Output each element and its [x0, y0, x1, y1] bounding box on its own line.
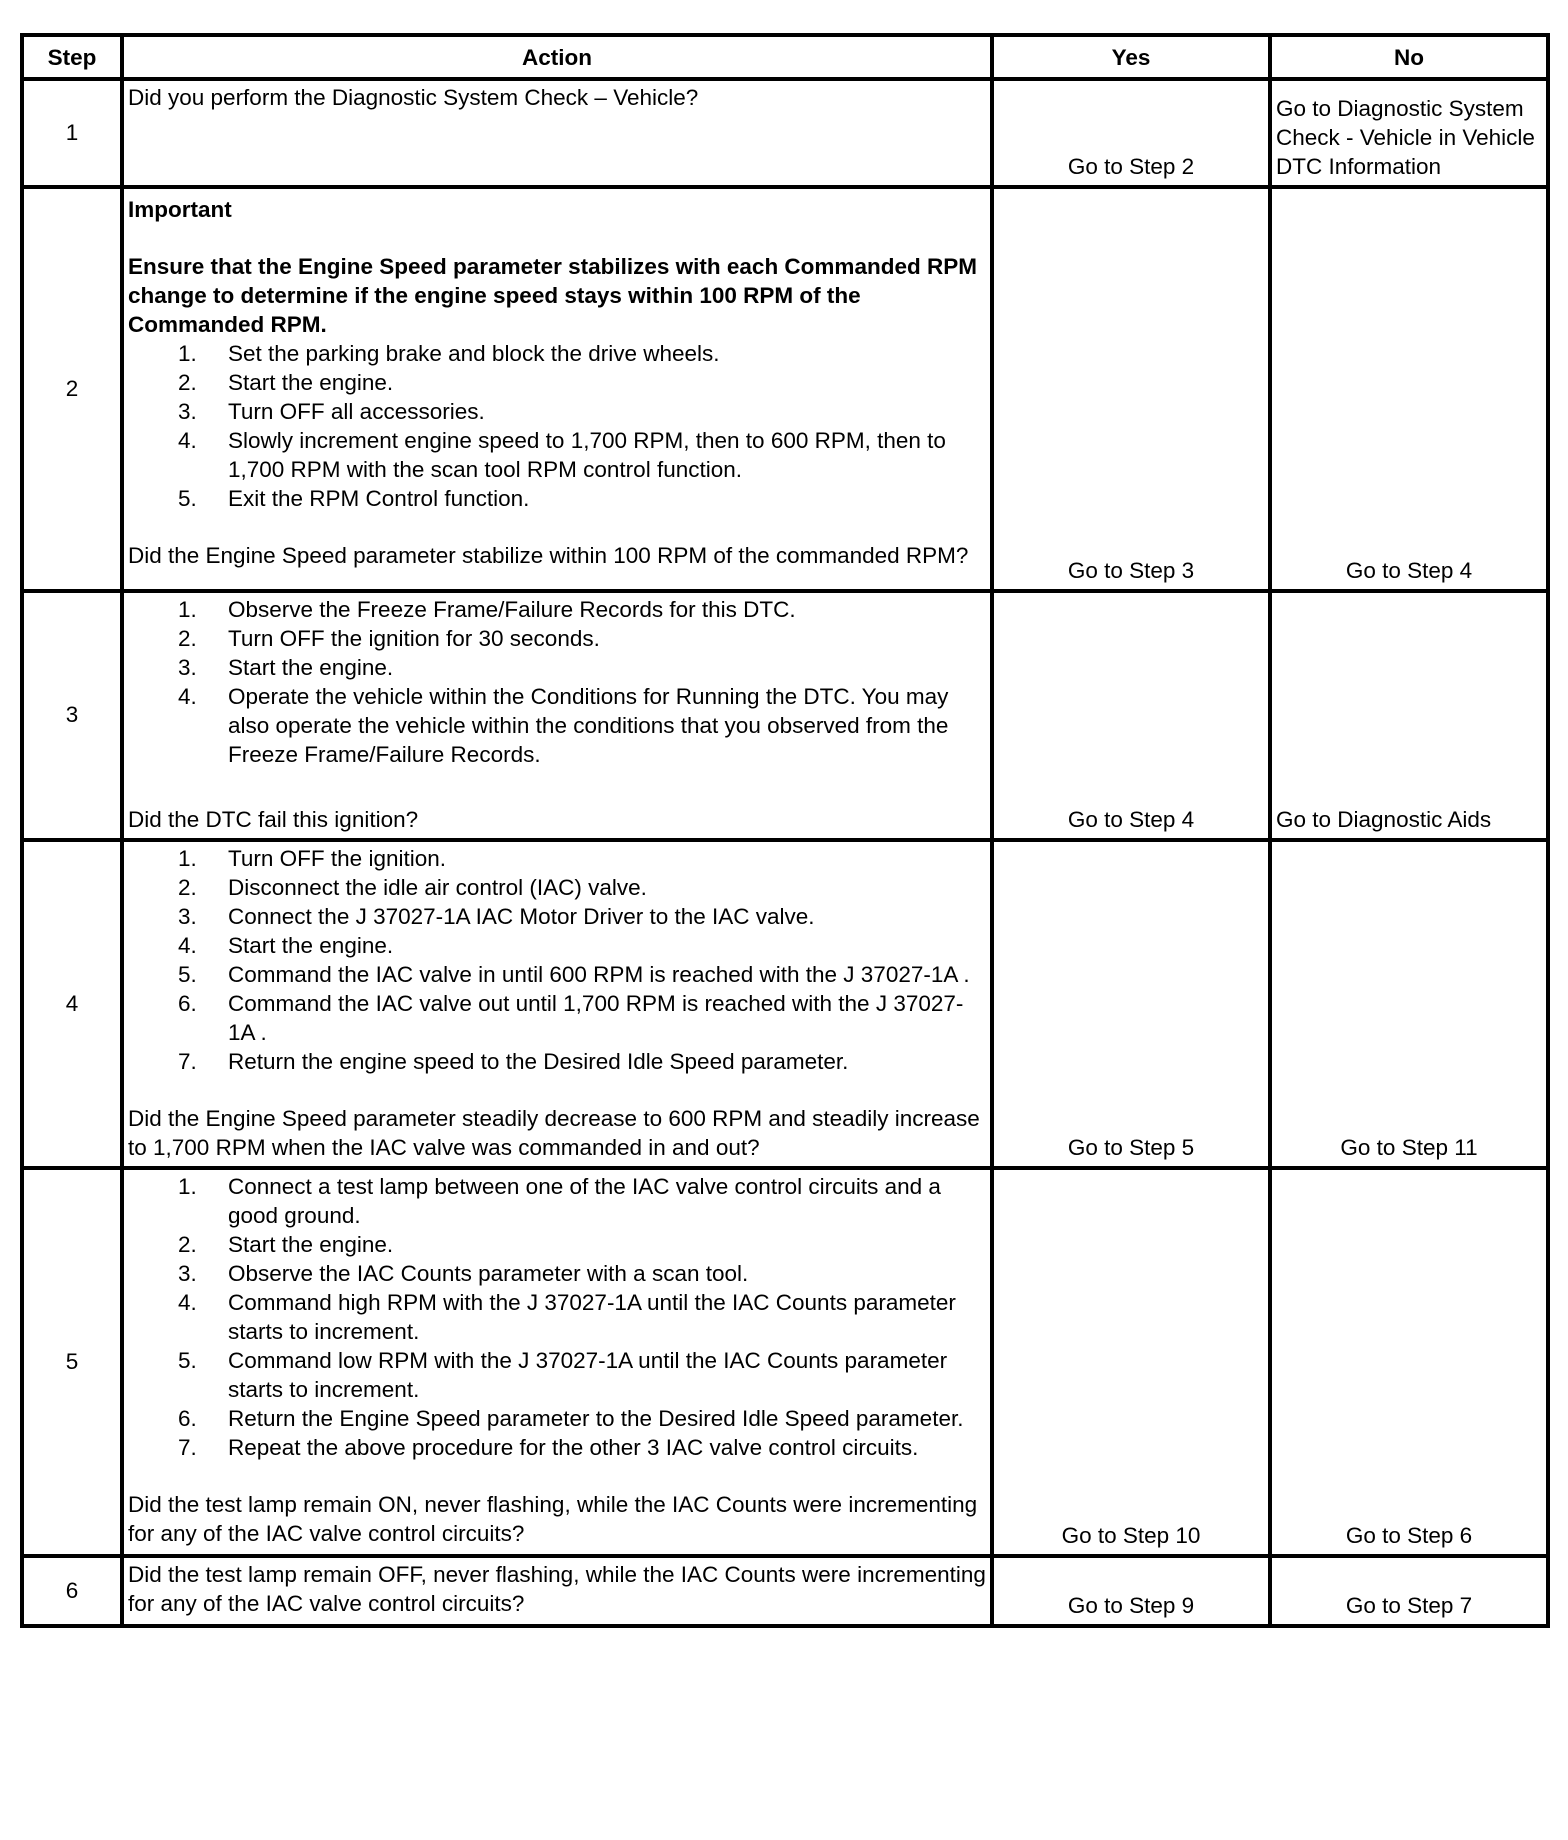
important-text: Ensure that the Engine Speed parameter stabilizes with each Commanded RPM change to determine if the engine speed stays within 100 RPM of the Commanded RPM.: [128, 254, 977, 337]
no-cell: Go to Diagnostic System Check - Vehicle in Vehicle DTC Information: [1270, 79, 1548, 187]
no-cell: Go to Diagnostic Aids: [1270, 591, 1548, 840]
list-item: [128, 484, 986, 513]
list-item-text: Connect the J 37027-1A IAC Motor Driver to the IAC valve.: [228, 904, 815, 929]
list-item: [128, 960, 986, 989]
list-item: [128, 1404, 986, 1433]
step-number: 1: [22, 79, 122, 187]
list-item-number: 1.: [178, 846, 197, 871]
list-item-number: 7.: [178, 1435, 197, 1460]
list-item-text: Command the IAC valve out until 1,700 RPM is reached with the J 37027-1A .: [228, 991, 964, 1045]
list-item: [128, 1047, 986, 1076]
table-row-step-2: [22, 187, 1548, 591]
list-item-number: 6.: [178, 991, 197, 1016]
list-item: [128, 1259, 986, 1288]
header-action: Action: [122, 35, 992, 79]
yes-cell: Go to Step 4: [992, 591, 1270, 840]
procedure-list: [128, 844, 986, 1076]
list-item-number: 4.: [178, 1290, 197, 1315]
procedure-list: [128, 1172, 986, 1462]
list-item: [128, 682, 986, 769]
list-item-number: 3.: [178, 655, 197, 680]
question-text: Did the test lamp remain OFF, never flashing, while the IAC Counts were incrementing for any of the IAC valve control circuits?: [128, 1562, 986, 1616]
no-cell: Go to Step 11: [1270, 840, 1548, 1168]
list-item-number: 4.: [178, 684, 197, 709]
list-item-number: 1.: [178, 597, 197, 622]
no-cell: Go to Step 4: [1270, 187, 1548, 591]
list-item: [128, 931, 986, 960]
list-item-text: Operate the vehicle within the Conditions for Running the DTC. You may also operate the vehicle within the conditions that you observed from the Freeze Frame/Failure Records.: [228, 684, 949, 767]
list-item-text: Command the IAC valve in until 600 RPM is reached with the J 37027-1A .: [228, 962, 970, 987]
diagnostic-table: [20, 33, 1550, 1628]
yes-cell: Go to Step 3: [992, 187, 1270, 591]
list-item-text: Return the Engine Speed parameter to the Desired Idle Speed parameter.: [228, 1406, 964, 1431]
question-text: Did the Engine Speed parameter stabilize within 100 RPM of the commanded RPM?: [128, 543, 969, 568]
action-cell: [122, 1556, 992, 1626]
header-row: [22, 35, 1548, 79]
yes-cell: Go to Step 5: [992, 840, 1270, 1168]
list-item: [128, 426, 986, 484]
step-number: 3: [22, 591, 122, 840]
list-item-text: Start the engine.: [228, 370, 394, 395]
list-item-text: Command high RPM with the J 37027-1A until the IAC Counts parameter starts to increment.: [228, 1290, 956, 1344]
list-item: [128, 397, 986, 426]
yes-cell: Go to Step 10: [992, 1168, 1270, 1556]
action-cell: [122, 187, 992, 591]
list-item-number: 5.: [178, 962, 197, 987]
question-text: Did you perform the Diagnostic System Check – Vehicle?: [128, 85, 699, 110]
list-item: [128, 844, 986, 873]
list-item-number: 2.: [178, 626, 197, 651]
list-item-text: Command low RPM with the J 37027-1A until the IAC Counts parameter starts to increment.: [228, 1348, 948, 1402]
header-yes: Yes: [992, 35, 1270, 79]
list-item-number: 2.: [178, 370, 197, 395]
step-number: 4: [22, 840, 122, 1168]
list-item-text: Observe the Freeze Frame/Failure Records for this DTC.: [228, 597, 796, 622]
yes-cell: Go to Step 2: [992, 79, 1270, 187]
list-item: [128, 1230, 986, 1259]
action-cell: [122, 591, 992, 840]
list-item-text: Start the engine.: [228, 1232, 394, 1257]
list-item: [128, 595, 986, 624]
header-step: Step: [22, 35, 122, 79]
list-item: [128, 624, 986, 653]
no-cell: Go to Step 7: [1270, 1556, 1548, 1626]
list-item-number: 5.: [178, 486, 197, 511]
list-item-number: 2.: [178, 875, 197, 900]
list-item-number: 3.: [178, 1261, 197, 1286]
action-cell: [122, 1168, 992, 1556]
question-text: Did the DTC fail this ignition?: [128, 807, 419, 832]
list-item: [128, 1172, 986, 1230]
list-item-number: 1.: [178, 1174, 197, 1199]
header-no: No: [1270, 35, 1548, 79]
list-item-text: Disconnect the idle air control (IAC) valve.: [228, 875, 647, 900]
list-item-text: Start the engine.: [228, 933, 394, 958]
list-item-number: 4.: [178, 428, 197, 453]
question-text: Did the Engine Speed parameter steadily decrease to 600 RPM and steadily increase to 1,700 RPM when the IAC valve was commanded in and out?: [128, 1106, 980, 1160]
list-item: [128, 902, 986, 931]
list-item-text: Return the engine speed to the Desired Idle Speed parameter.: [228, 1049, 849, 1074]
list-item-number: 4.: [178, 933, 197, 958]
list-item-text: Set the parking brake and block the drive wheels.: [228, 341, 720, 366]
list-item-number: 7.: [178, 1049, 197, 1074]
no-cell: Go to Step 6: [1270, 1168, 1548, 1556]
list-item-text: Observe the IAC Counts parameter with a scan tool.: [228, 1261, 749, 1286]
procedure-list: [128, 339, 986, 513]
list-item-text: Slowly increment engine speed to 1,700 RPM, then to 600 RPM, then to 1,700 RPM with the scan tool RPM control function.: [228, 428, 946, 482]
list-item-text: Repeat the above procedure for the other 3 IAC valve control circuits.: [228, 1435, 919, 1460]
step-number: 6: [22, 1556, 122, 1626]
list-item: [128, 873, 986, 902]
table-row-step-1: [22, 79, 1548, 187]
list-item-text: Exit the RPM Control function.: [228, 486, 530, 511]
table-row-step-6: [22, 1556, 1548, 1626]
list-item-number: 1.: [178, 341, 197, 366]
list-item-text: Turn OFF the ignition.: [228, 846, 447, 871]
list-item: [128, 989, 986, 1047]
list-item-text: Connect a test lamp between one of the IAC valve control circuits and a good ground.: [228, 1174, 941, 1228]
list-item-text: Start the engine.: [228, 655, 394, 680]
procedure-list: [128, 595, 986, 769]
list-item-text: Turn OFF the ignition for 30 seconds.: [228, 626, 600, 651]
question-text: Did the test lamp remain ON, never flashing, while the IAC Counts were incrementing for any of the IAC valve control circuits?: [128, 1492, 978, 1546]
list-item: [128, 368, 986, 397]
action-cell: [122, 79, 992, 187]
list-item-number: 5.: [178, 1348, 197, 1373]
table-row-step-3: [22, 591, 1548, 840]
list-item-number: 3.: [178, 399, 197, 424]
list-item: [128, 339, 986, 368]
important-title: Important: [128, 197, 232, 222]
list-item-number: 3.: [178, 904, 197, 929]
step-number: 5: [22, 1168, 122, 1556]
action-cell: [122, 840, 992, 1168]
table-row-step-5: [22, 1168, 1548, 1556]
list-item-number: 6.: [178, 1406, 197, 1431]
step-number: 2: [22, 187, 122, 591]
list-item-number: 2.: [178, 1232, 197, 1257]
list-item: [128, 1288, 986, 1346]
table-row-step-4: [22, 840, 1548, 1168]
list-item: [128, 653, 986, 682]
list-item-text: Turn OFF all accessories.: [228, 399, 485, 424]
list-item: [128, 1346, 986, 1404]
yes-cell: Go to Step 9: [992, 1556, 1270, 1626]
list-item: [128, 1433, 986, 1462]
